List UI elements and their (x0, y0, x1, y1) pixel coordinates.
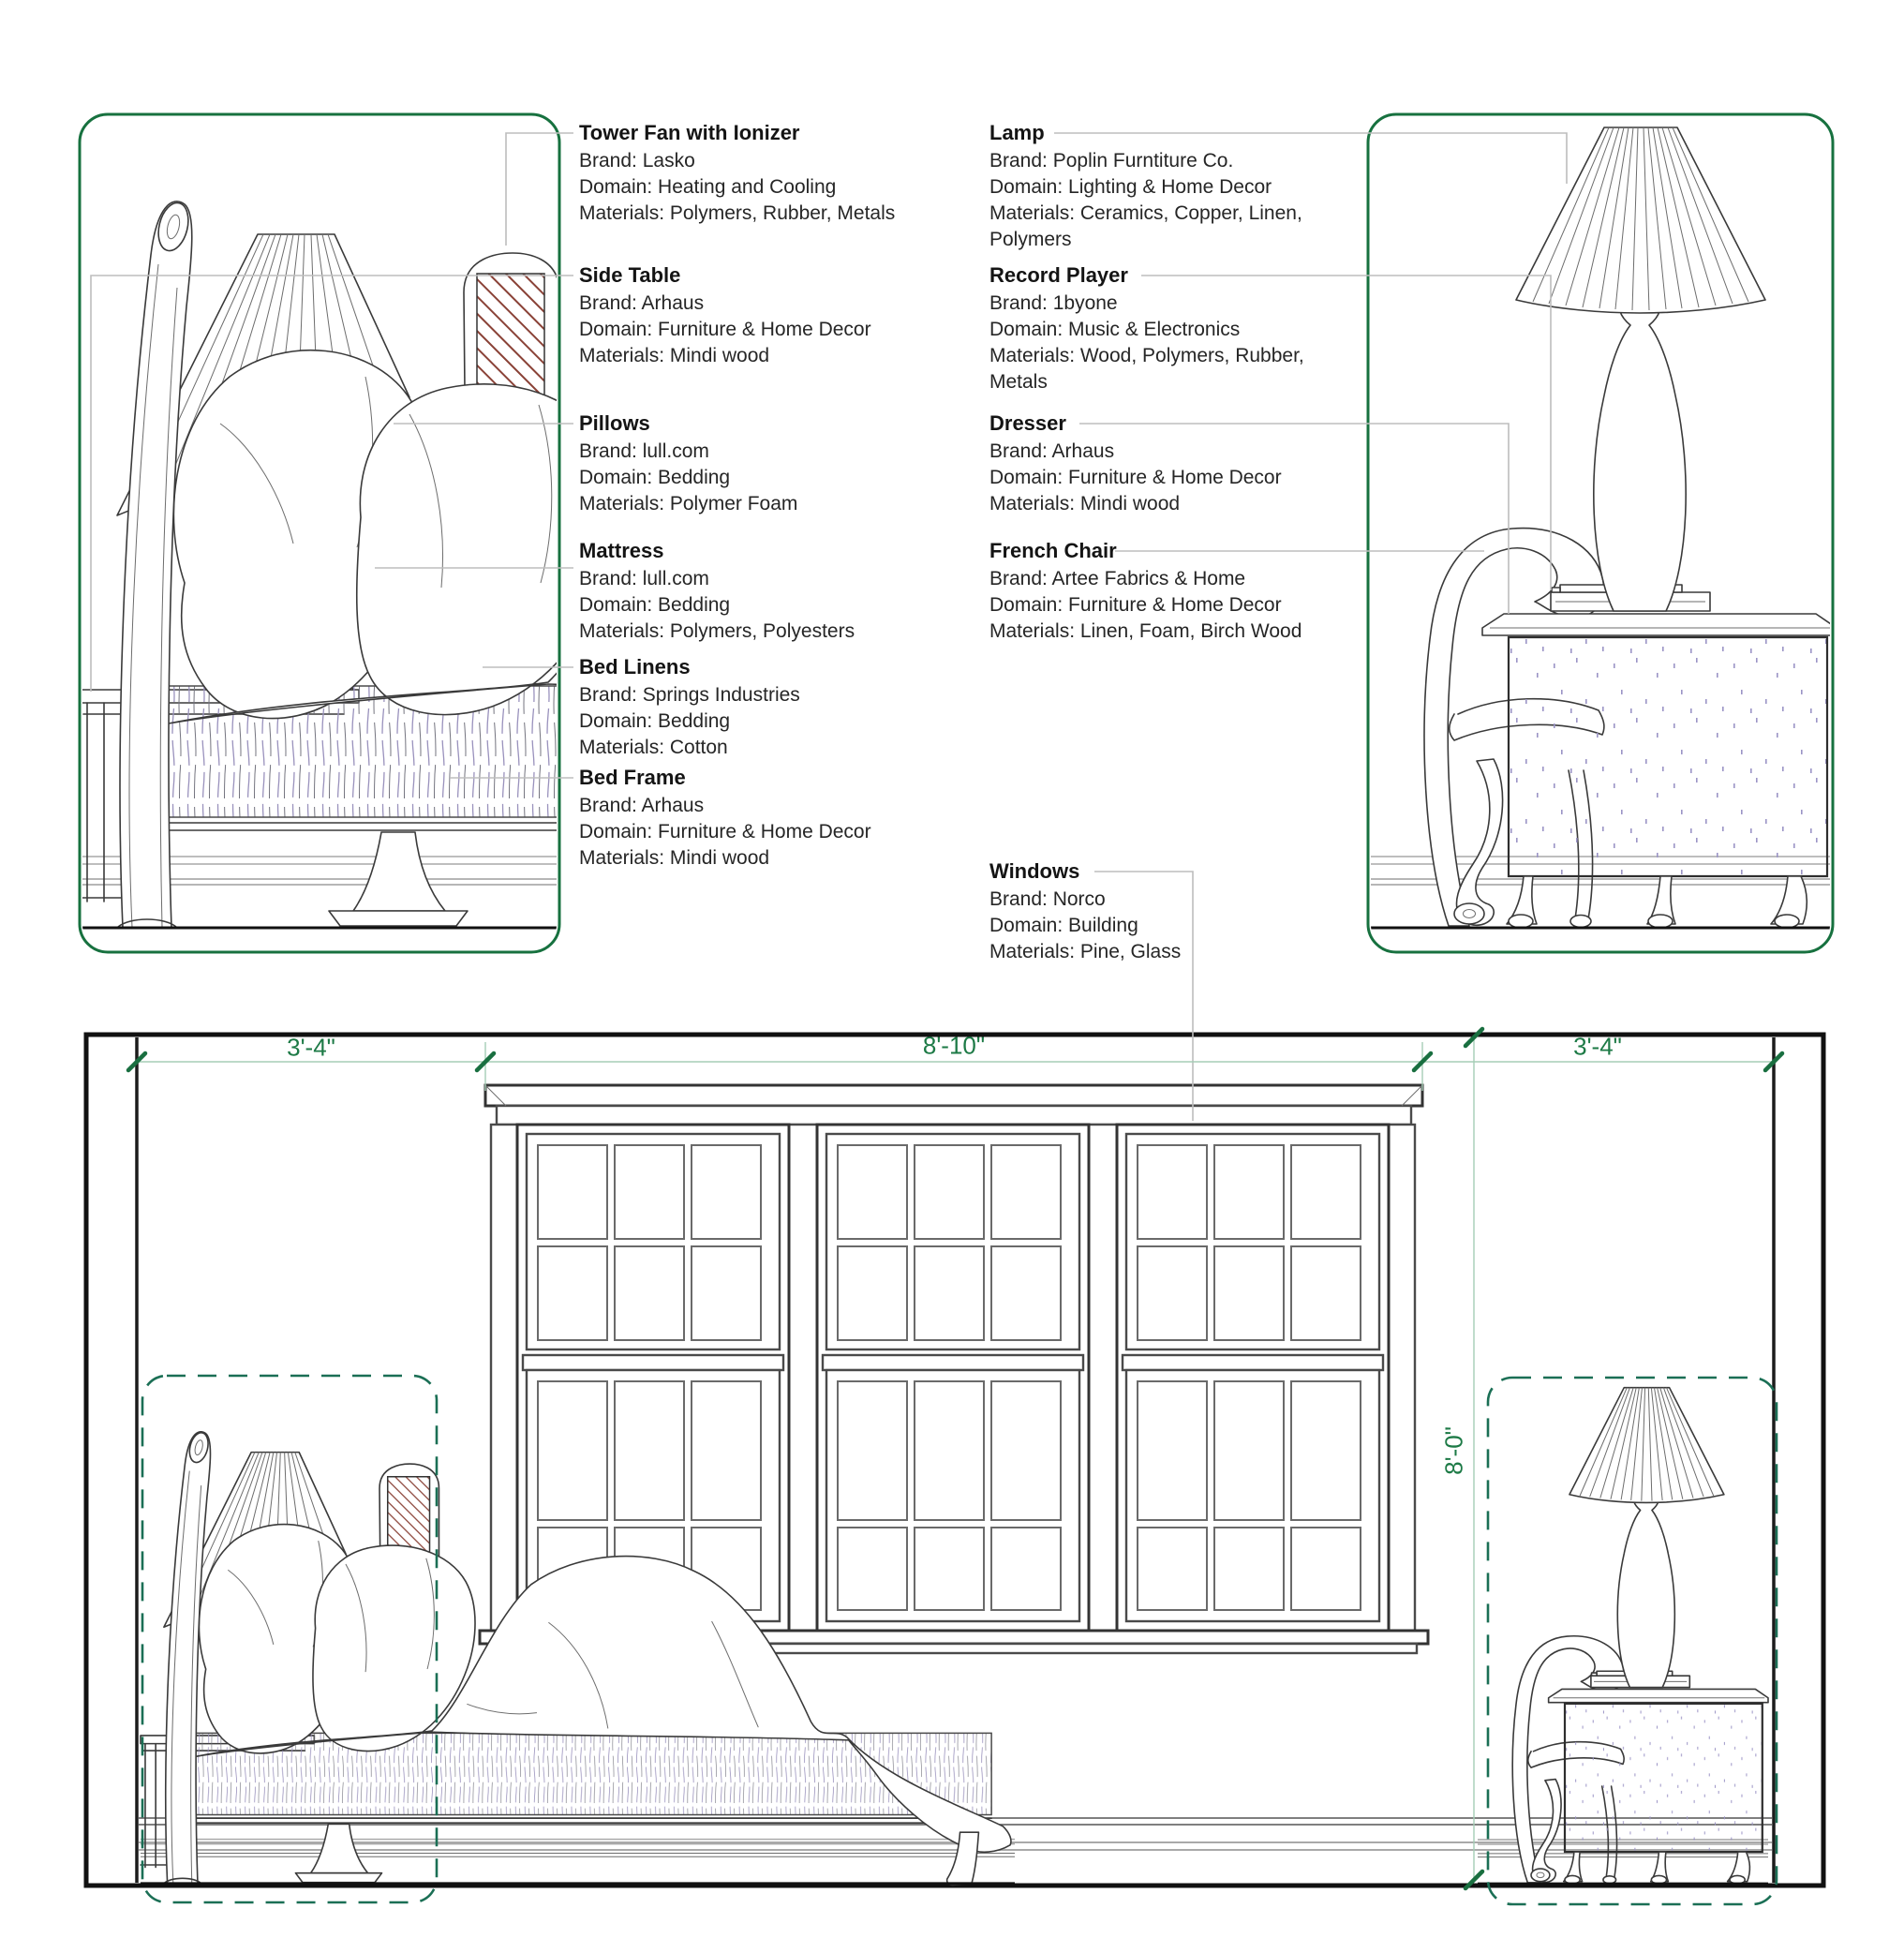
note-mattress (579, 538, 855, 645)
note-domain: Domain: Bedding (579, 594, 731, 616)
note-title: Record Player (989, 263, 1128, 287)
dresser-callout-content (1368, 127, 1837, 928)
note-materials: Materials: Cotton (579, 737, 728, 758)
note-materials: Materials: Mindi wood (579, 345, 770, 366)
note-pillows (579, 410, 797, 517)
note-title: Tower Fan with Ionizer (579, 121, 800, 144)
note-materials: Materials: Ceramics, Copper, Linen, (989, 202, 1302, 224)
note-domain: Domain: Building (989, 915, 1138, 936)
note-brand: Brand: Arhaus (989, 440, 1115, 462)
note-bed-linens (579, 654, 800, 761)
note-title: Pillows (579, 411, 650, 435)
note-brand: Brand: Lasko (579, 150, 695, 171)
leader-tower-fan (506, 133, 573, 246)
note-brand: Brand: lull.com (579, 440, 709, 462)
note-domain: Domain: Bedding (579, 467, 731, 488)
note-title: Dresser (989, 411, 1066, 435)
note-domain: Domain: Heating and Cooling (579, 176, 837, 198)
note-title: Lamp (989, 121, 1045, 144)
note-brand: Brand: Norco (989, 888, 1106, 910)
note-title: Bed Frame (579, 766, 686, 789)
note-materials: Materials: Mindi wood (579, 847, 770, 869)
note-brand: Brand: Artee Fabrics & Home (989, 568, 1246, 589)
note-materials: Materials: Polymers, Rubber, Metals (579, 202, 896, 224)
note-brand: Brand: Springs Industries (579, 684, 800, 706)
note-brand: Brand: 1byone (989, 292, 1118, 314)
note-title: Side Table (579, 263, 681, 287)
dim-wall-left: 3'-4" (287, 1033, 335, 1062)
dim-wall-right: 3'-4" (1573, 1032, 1622, 1061)
note-materials: Materials: Wood, Polymers, Rubber, (989, 345, 1304, 366)
note-brand: Brand: Arhaus (579, 292, 705, 314)
note-bed-frame (579, 765, 871, 872)
dresser-in-elevation (1478, 1388, 1768, 1884)
note-materials: Materials: Linen, Foam, Birch Wood (989, 620, 1302, 642)
note-materials: Materials: Pine, Glass (989, 941, 1182, 962)
note-materials-cont: Metals (989, 371, 1048, 393)
note-title: Bed Linens (579, 655, 691, 678)
note-materials: Materials: Polymers, Polyesters (579, 620, 855, 642)
note-brand: Brand: lull.com (579, 568, 709, 589)
note-materials-cont: Polymers (989, 229, 1072, 250)
note-brand: Brand: Arhaus (579, 795, 705, 816)
note-brand: Brand: Poplin Furntiture Co. (989, 150, 1234, 171)
note-domain: Domain: Furniture & Home Decor (989, 467, 1282, 488)
note-materials: Materials: Polymer Foam (579, 493, 798, 514)
note-record-player (989, 262, 1304, 395)
note-french-chair (989, 538, 1302, 645)
elevation (86, 1032, 1823, 1886)
note-domain: Domain: Furniture & Home Decor (989, 594, 1282, 616)
note-materials: Materials: Mindi wood (989, 493, 1181, 514)
note-side-table (579, 262, 871, 369)
note-lamp (989, 120, 1302, 253)
note-dresser (989, 410, 1282, 517)
note-domain: Domain: Lighting & Home Decor (989, 176, 1272, 198)
note-windows (989, 858, 1181, 965)
note-title: French Chair (989, 539, 1117, 562)
dim-window-width: 8'-10" (922, 1031, 986, 1060)
note-title: Mattress (579, 539, 664, 562)
note-tower-fan (579, 120, 895, 227)
note-title: Windows (989, 859, 1080, 883)
note-domain: Domain: Bedding (579, 710, 731, 732)
note-domain: Domain: Furniture & Home Decor (579, 821, 871, 842)
note-domain: Domain: Music & Electronics (989, 319, 1241, 340)
note-domain: Domain: Furniture & Home Decor (579, 319, 871, 340)
dim-room-height: 8'-0" (1439, 1426, 1468, 1475)
